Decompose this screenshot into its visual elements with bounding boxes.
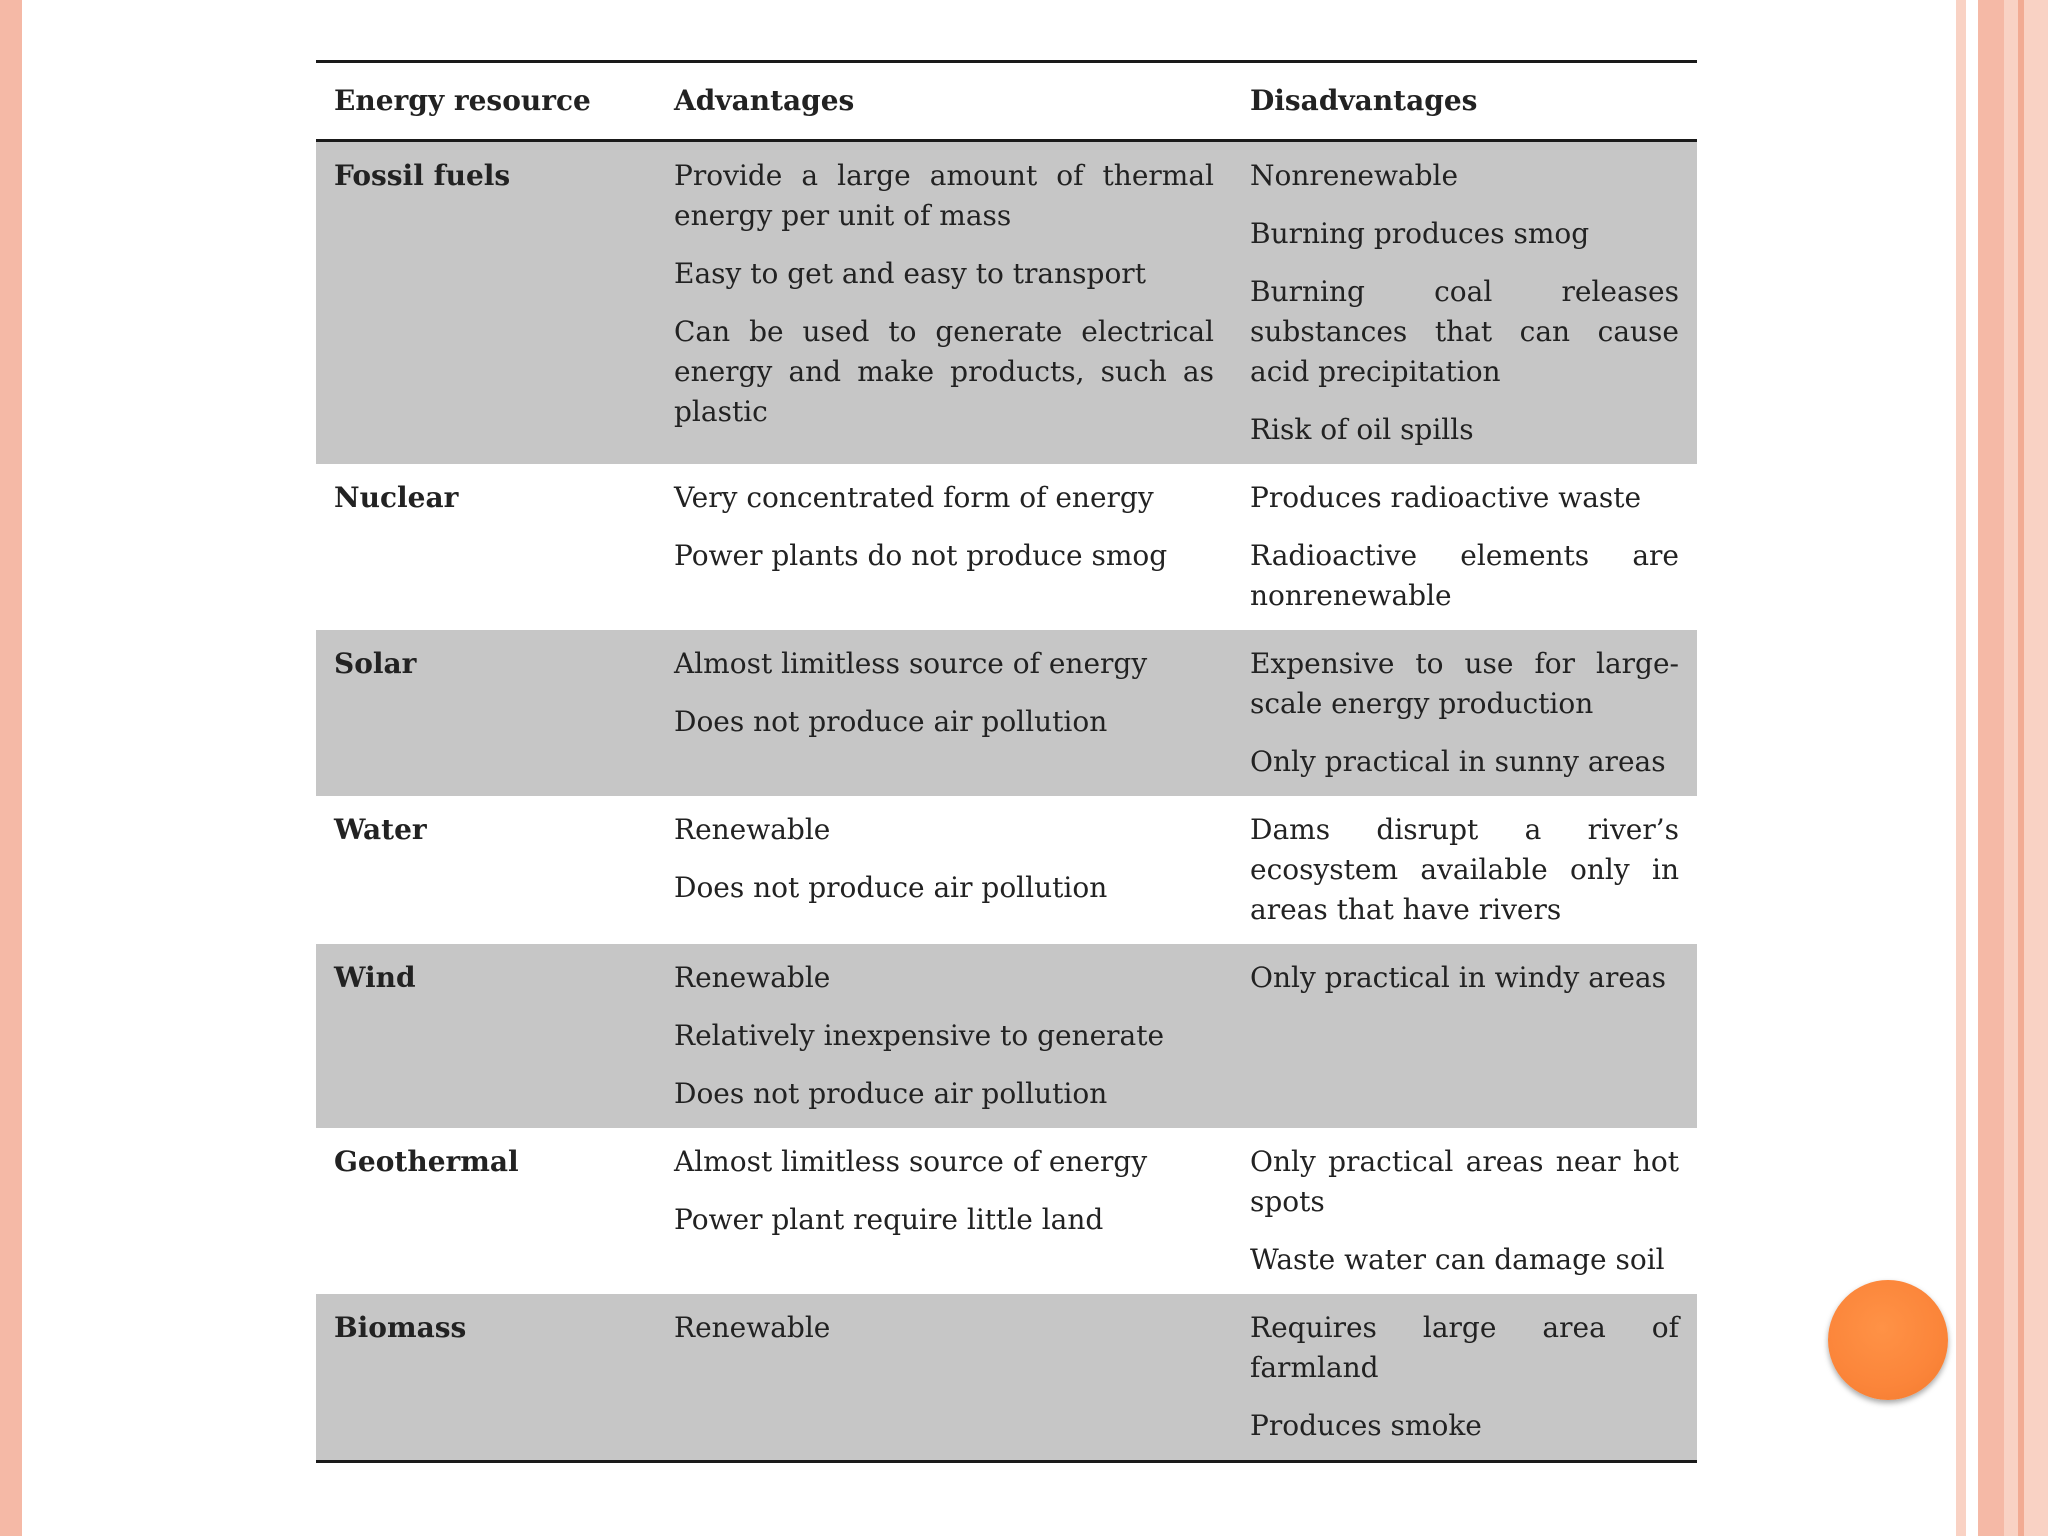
- disadvantages-cell: [1232, 630, 1697, 796]
- disadvantages-cell: [1232, 944, 1697, 1128]
- disadvantage-item: Dams disrupt a river’s ecosystem available only in areas that have rivers: [1250, 813, 1679, 926]
- advantage-item: Does not produce air pollution: [674, 871, 1108, 904]
- table-row-geothermal: [316, 1128, 1697, 1294]
- disadvantage-item: Radioactive elements are nonrenewable: [1250, 539, 1679, 612]
- right-border-strip-middle: [1978, 0, 2004, 1536]
- advantage-item: Does not produce air pollution: [674, 705, 1108, 738]
- disadvantage-item: Burning coal releases substances that can cause acid precipitation: [1250, 275, 1679, 388]
- resource-name: Fossil fuels: [316, 141, 656, 465]
- advantage-item: Almost limitless source of energy: [674, 647, 1148, 680]
- advantages-cell: [656, 630, 1232, 796]
- advantage-item: Easy to get and easy to transport: [674, 257, 1146, 290]
- disadvantages-cell: [1232, 1294, 1697, 1462]
- advantage-item: Power plant require little land: [674, 1203, 1104, 1236]
- header-energy-resource: Energy resource: [316, 62, 656, 141]
- advantage-item: Relatively inexpensive to generate: [674, 1019, 1165, 1052]
- advantage-item: Provide a large amount of thermal energy per unit of mass: [674, 159, 1214, 232]
- advantages-cell: [656, 141, 1232, 465]
- disadvantage-item: Only practical areas near hot spots: [1250, 1145, 1679, 1218]
- advantage-item: Can be used to generate electrical energy and make products, such as plastic: [674, 315, 1214, 428]
- table-row-wind: [316, 944, 1697, 1128]
- resource-name: Wind: [316, 944, 656, 1128]
- right-border-strip-outer: [2004, 0, 2048, 1536]
- disadvantage-item: Risk of oil spills: [1250, 413, 1474, 446]
- resource-name: Solar: [316, 630, 656, 796]
- resource-name: Geothermal: [334, 1145, 519, 1178]
- advantage-item: Renewable: [674, 1311, 831, 1344]
- advantages-cell: [656, 1128, 1232, 1294]
- table-row-solar: [316, 630, 1697, 796]
- right-border-strip-inner: [1956, 0, 1966, 1536]
- advantages-cell: [656, 944, 1232, 1128]
- energy-resources-table: [316, 60, 1697, 1463]
- header-advantages: Advantages: [656, 62, 1232, 141]
- disadvantages-cell: [1232, 464, 1697, 630]
- table-row-water: [316, 796, 1697, 944]
- disadvantage-item: Nonrenewable: [1250, 159, 1459, 192]
- disadvantages-cell: [1232, 796, 1697, 944]
- disadvantage-item: Only practical in windy areas: [1250, 961, 1666, 994]
- advantage-item: Power plants do not produce smog: [674, 539, 1168, 572]
- advantage-item: Does not produce air pollution: [674, 1077, 1108, 1110]
- right-border-line: [2018, 0, 2024, 1536]
- table-row-fossil-fuels: [316, 141, 1697, 465]
- disadvantages-cell: [1232, 141, 1697, 465]
- advantages-cell: [656, 796, 1232, 944]
- advantage-item: Renewable: [674, 813, 831, 846]
- disadvantage-item: Produces smoke: [1250, 1409, 1482, 1442]
- header-disadvantages: Disadvantages: [1232, 62, 1697, 141]
- table-row-biomass: [316, 1294, 1697, 1462]
- disadvantage-item: Only practical in sunny areas: [1250, 745, 1666, 778]
- disadvantage-item: Waste water can damage soil: [1250, 1243, 1665, 1276]
- resource-name: Biomass: [316, 1294, 656, 1462]
- advantage-item: Almost limitless source of energy: [674, 1145, 1148, 1178]
- resource-name: Water: [334, 813, 427, 846]
- advantage-item: Very concentrated form of energy: [674, 481, 1154, 514]
- resource-name: Nuclear: [334, 481, 459, 514]
- slide-navigation-orb[interactable]: [1828, 1280, 1948, 1400]
- advantage-item: Renewable: [674, 961, 831, 994]
- disadvantage-item: Produces radioactive waste: [1250, 481, 1642, 514]
- table-row-nuclear: [316, 464, 1697, 630]
- disadvantage-item: Requires large area of farmland: [1250, 1311, 1679, 1384]
- disadvantage-item: Expensive to use for large-scale energy production: [1250, 647, 1679, 720]
- advantages-cell: [656, 1294, 1232, 1462]
- left-border-strip: [0, 0, 22, 1536]
- advantages-cell: [656, 464, 1232, 630]
- disadvantages-cell: [1232, 1128, 1697, 1294]
- table-header-row: [316, 62, 1697, 141]
- disadvantage-item: Burning produces smog: [1250, 217, 1590, 250]
